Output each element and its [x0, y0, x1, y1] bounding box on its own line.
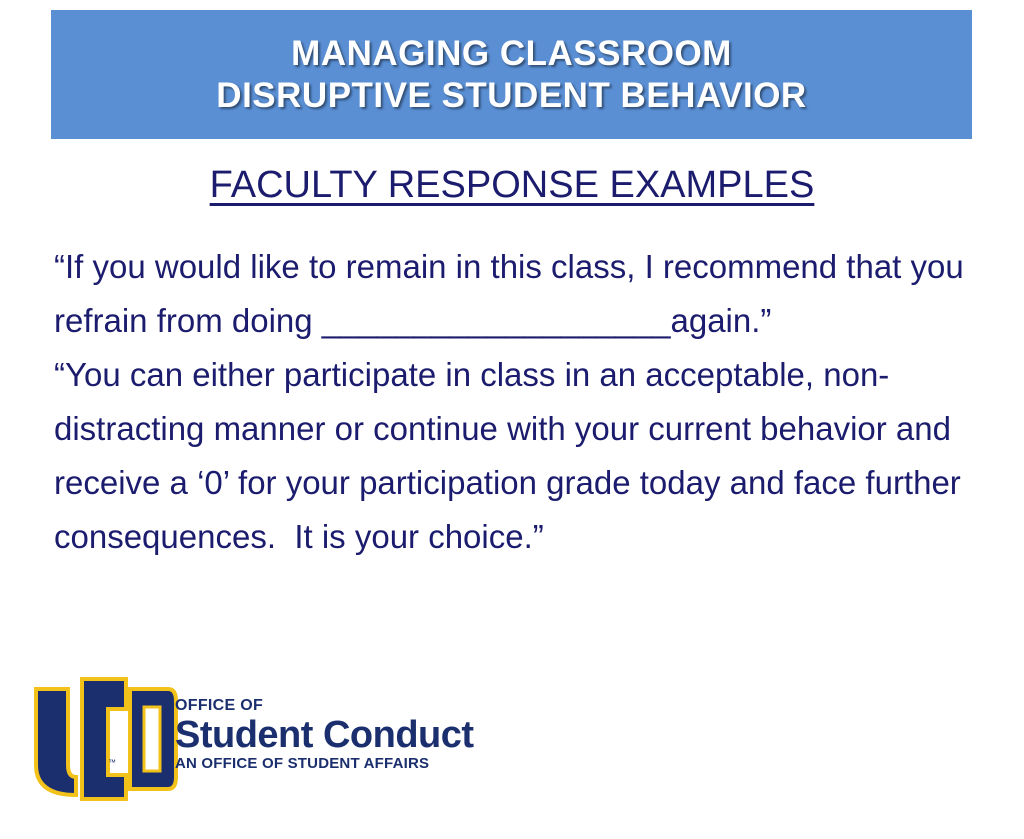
student-conduct-logo — [30, 665, 490, 810]
quote-item: “If you would like to remain in this class, I recommend that you refrain from doing ___________________again.” — [54, 248, 973, 339]
logo-wordmark — [175, 697, 474, 773]
logo-office-of: OFFICE OF — [175, 697, 264, 714]
title-banner — [51, 10, 972, 139]
uco-shield-icon — [30, 665, 180, 810]
trademark-mark: ™ — [108, 758, 116, 767]
quote-item: “You can either participate in class in an acceptable, non-distracting manner or continue with your current behavior and receive a ‘0’ for your participation grade today and face further consequences. It is your choice.” — [54, 356, 970, 555]
title-line-1: MANAGING CLASSROOM — [291, 33, 732, 73]
section-title-text: FACULTY RESPONSE EXAMPLES — [209, 164, 815, 206]
logo-department: Student Conduct — [175, 714, 474, 756]
title-line-2: DISRUPTIVE STUDENT BEHAVIOR — [216, 75, 807, 115]
section-title — [0, 160, 1024, 210]
quote-list — [54, 240, 994, 564]
logo-tagline: AN OFFICE OF STUDENT AFFAIRS — [175, 755, 430, 772]
